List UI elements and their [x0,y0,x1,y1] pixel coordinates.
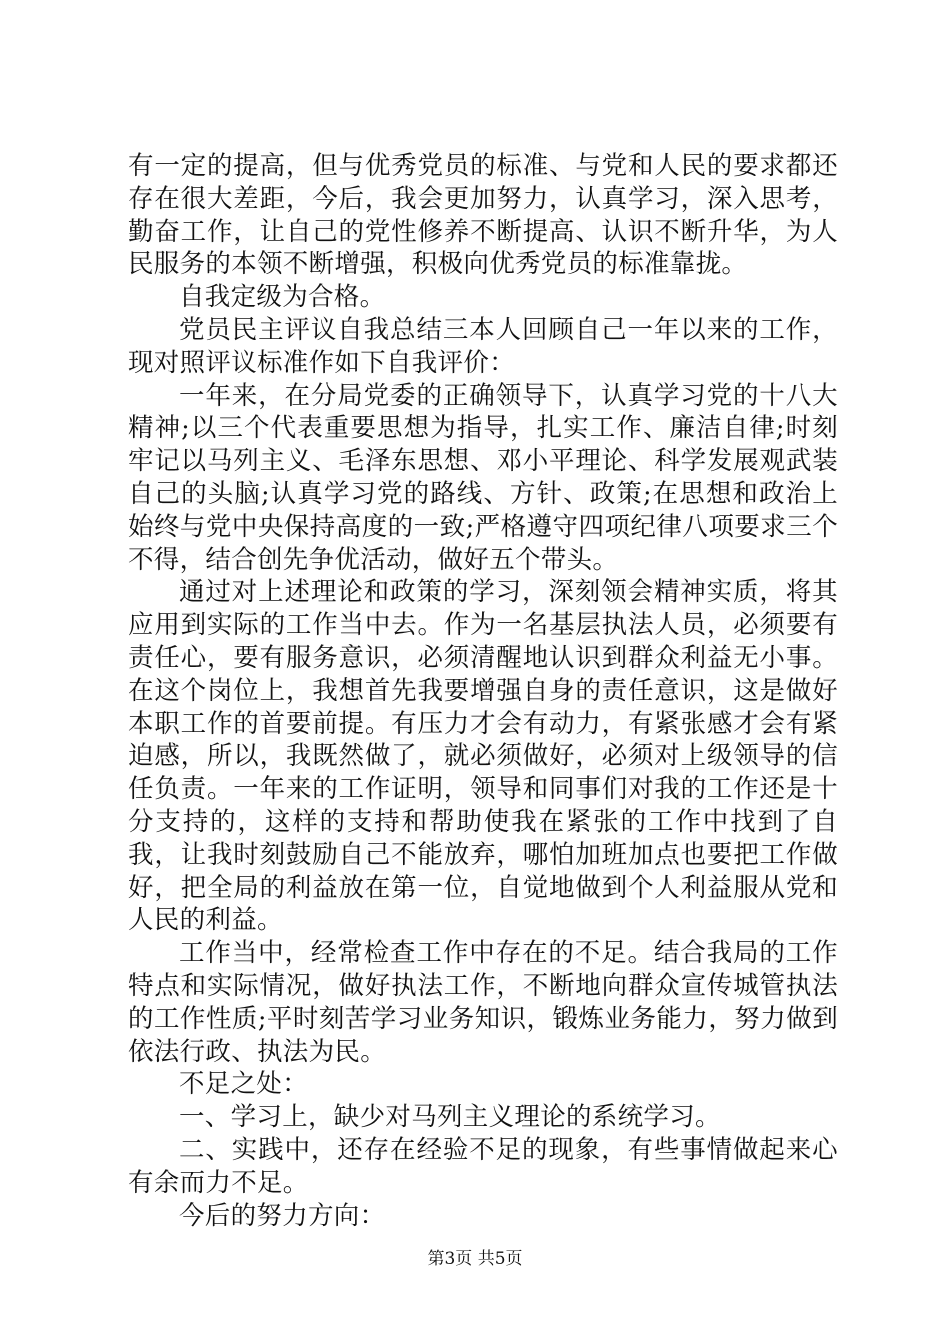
paragraph-7: 不足之处： [179,1069,309,1100]
paragraph-9: 二、实践中，还存在经验不足的现象，有些事情做起来心有余而力不足。 [128,1134,838,1198]
paragraph-10: 今后的努力方向： [179,1200,386,1231]
page-footer [0,1244,950,1269]
paragraph-3: 党员民主评议自我总结三本人回顾自己一年以来的工作，现对照评议标准作如下自我评价： [128,314,838,378]
paragraph-1: 有一定的提高，但与优秀党员的标准、与党和人民的要求都还存在很大差距，今后，我会更加努力，认真学习，深入思考，勤奋工作，让自己的党性修养不断提高、认识不断升华，为人民服务的本领不断增强，积极向优秀党员的标准靠拢。 [128,151,838,280]
paragraph-4: 一年来，在分局党委的正确领导下，认真学习党的十八大精神;以三个代表重要思想为指导，扎实工作、廉洁自律;时刻牢记以马列主义、毛泽东思想、邓小平理论、科学发展观武装自己的头脑;认真学习党的路线、方针、政策;在思想和政治上始终与党中央保持高度的一致;严格遵守四项纪律八项要求三个不得，结合创先争优活动，做好五个带头。 [128,380,838,575]
paragraph-8: 一、学习上，缺少对马列主义理论的系统学习。 [179,1102,721,1133]
page-number: 第3页 共5页 [427,1249,523,1269]
paragraph-5: 通过对上述理论和政策的学习，深刻领会精神实质，将其应用到实际的工作当中去。作为一名基层执法人员，必须要有责任心，要有服务意识，必须清醒地认识到群众利益无小事。在这个岗位上，我想首先我要增强自身的责任意识，这是做好本职工作的首要前提。有压力才会有动力，有紧张感才会有紧迫感，所以，我既然做了，就必须做好，必须对上级领导的信任负责。一年来的工作证明，领导和同事们对我的工作还是十分支持的，这样的支持和帮助使我在紧张的工作中找到了自我，让我时刻鼓励自己不能放弃，哪怕加班加点也要把工作做好，把全局的利益放在第一位，自觉地做到个人利益服从党和人民的利益。 [128,577,838,936]
paragraph-6: 工作当中，经常检查工作中存在的不足。结合我局的工作特点和实际情况，做好执法工作，不断地向群众宣传城管执法的工作性质;平时刻苦学习业务知识，锻炼业务能力，努力做到依法行政、执法为民。 [128,938,838,1067]
paragraph-2: 自我定级为合格。 [179,282,386,313]
document-body [128,150,838,1232]
